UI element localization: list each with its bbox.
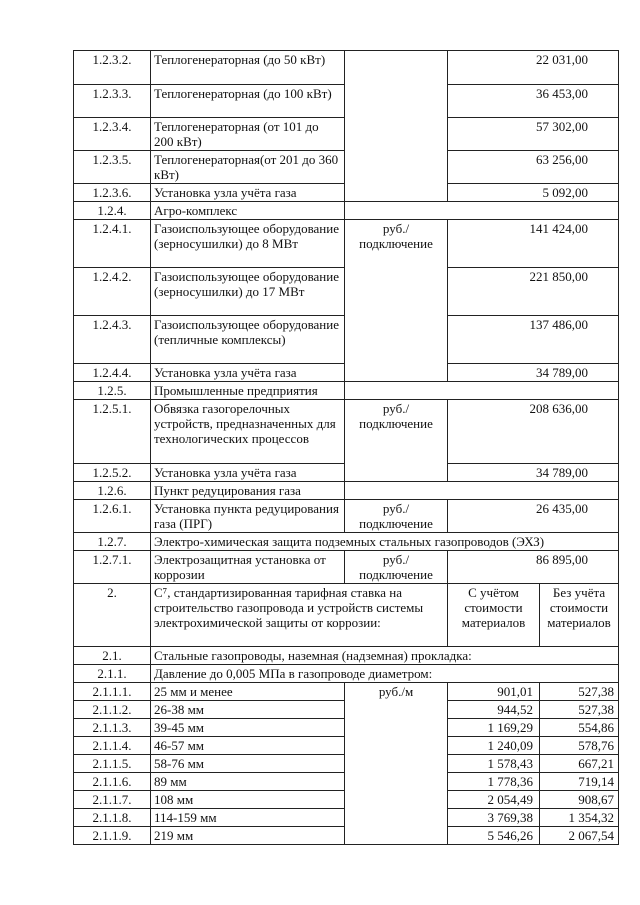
table-row: 2.1.1.6. 89 мм 1 778,36 719,14 [74,773,619,791]
table-row: 2.1.1.1. 25 мм и менее руб./м 901,01 527,38 [74,683,619,701]
unit-cell: руб./ подключение [345,500,448,533]
unit-cell: руб./ подключение [345,551,448,584]
section-row: 1.2.6. Пункт редуцирования газа [74,482,619,500]
table-row: 1.2.7.1. Электрозащитная установка от коррозии руб./ подключение 86 895,00 [74,551,619,584]
table-row: 1.2.4.1. Газоиспользующее оборудование (зерносушилки) до 8 МВт руб./ подключение 141 424,00 [74,220,619,268]
unit-cell: руб./ подключение [345,220,448,382]
section-row: 2.1. Стальные газопроводы, наземная (надземная) прокладка: [74,647,619,665]
tariff-table [73,50,619,845]
table-row: 2.1.1.2. 26-38 мм 944,52 527,38 [74,701,619,719]
unit-cell: руб./ подключение [345,400,448,482]
unit-cell [345,51,448,202]
unit-cell: руб./м [345,683,448,845]
table-row: 1.2.5.2. Установка узла учёта газа 34 789,00 [74,464,619,482]
table-row: 2.1.1.8. 114-159 мм 3 769,38 1 354,32 [74,809,619,827]
table-row: 1.2.3.3. Теплогенераторная (до 100 кВт) 36 453,00 [74,85,619,118]
table-row: 1.2.4.3. Газоиспользующее оборудование (тепличные комплексы) 137 486,00 [74,316,619,364]
table-row: 1.2.3.2. Теплогенераторная (до 50 кВт) 22 031,00 [74,51,619,85]
section-row: 2. С⁷, стандартизированная тарифная ставка на строительство газопровода и устройств системы электрохимической защиты от коррозии: С учётом стоимости материалов Без учёта стоимости материалов [74,584,619,647]
col-with-materials: С учётом стоимости материалов [448,584,540,647]
section-row: 1.2.7. Электро-химическая защита подземных стальных газопроводов (ЭХЗ) [74,533,619,551]
table-row: 1.2.4.4. Установка узла учёта газа 34 789,00 [74,364,619,382]
col-without-materials: Без учёта стоимости материалов [540,584,619,647]
table-row: 1.2.3.5. Теплогенераторная(от 201 до 360 кВт) 63 256,00 [74,151,619,184]
table-row: 2.1.1.9. 219 мм 5 546,26 2 067,54 [74,827,619,845]
section-row: 2.1.1. Давление до 0,005 МПа в газопроводе диаметром: [74,665,619,683]
table-row: 1.2.5.1. Обвязка газогорелочных устройств, предназначенных для технологических процессов руб./ подключение 208 636,00 [74,400,619,464]
table-row: 2.1.1.7. 108 мм 2 054,49 908,67 [74,791,619,809]
table-row: 1.2.3.6. Установка узла учёта газа 5 092,00 [74,184,619,202]
table-row: 1.2.6.1. Установка пункта редуцирования газа (ПРГ) руб./ подключение 26 435,00 [74,500,619,533]
table-row: 2.1.1.3. 39-45 мм 1 169,29 554,86 [74,719,619,737]
table-row: 1.2.3.4. Теплогенераторная (от 101 до 200 кВт) 57 302,00 [74,118,619,151]
table-row: 2.1.1.4. 46-57 мм 1 240,09 578,76 [74,737,619,755]
section-row: 1.2.5. Промышленные предприятия [74,382,619,400]
table-row: 1.2.4.2. Газоиспользующее оборудование (зерносушилки) до 17 МВт 221 850,00 [74,268,619,316]
section-row: 1.2.4. Агро-комплекс [74,202,619,220]
table-row: 2.1.1.5. 58-76 мм 1 578,43 667,21 [74,755,619,773]
